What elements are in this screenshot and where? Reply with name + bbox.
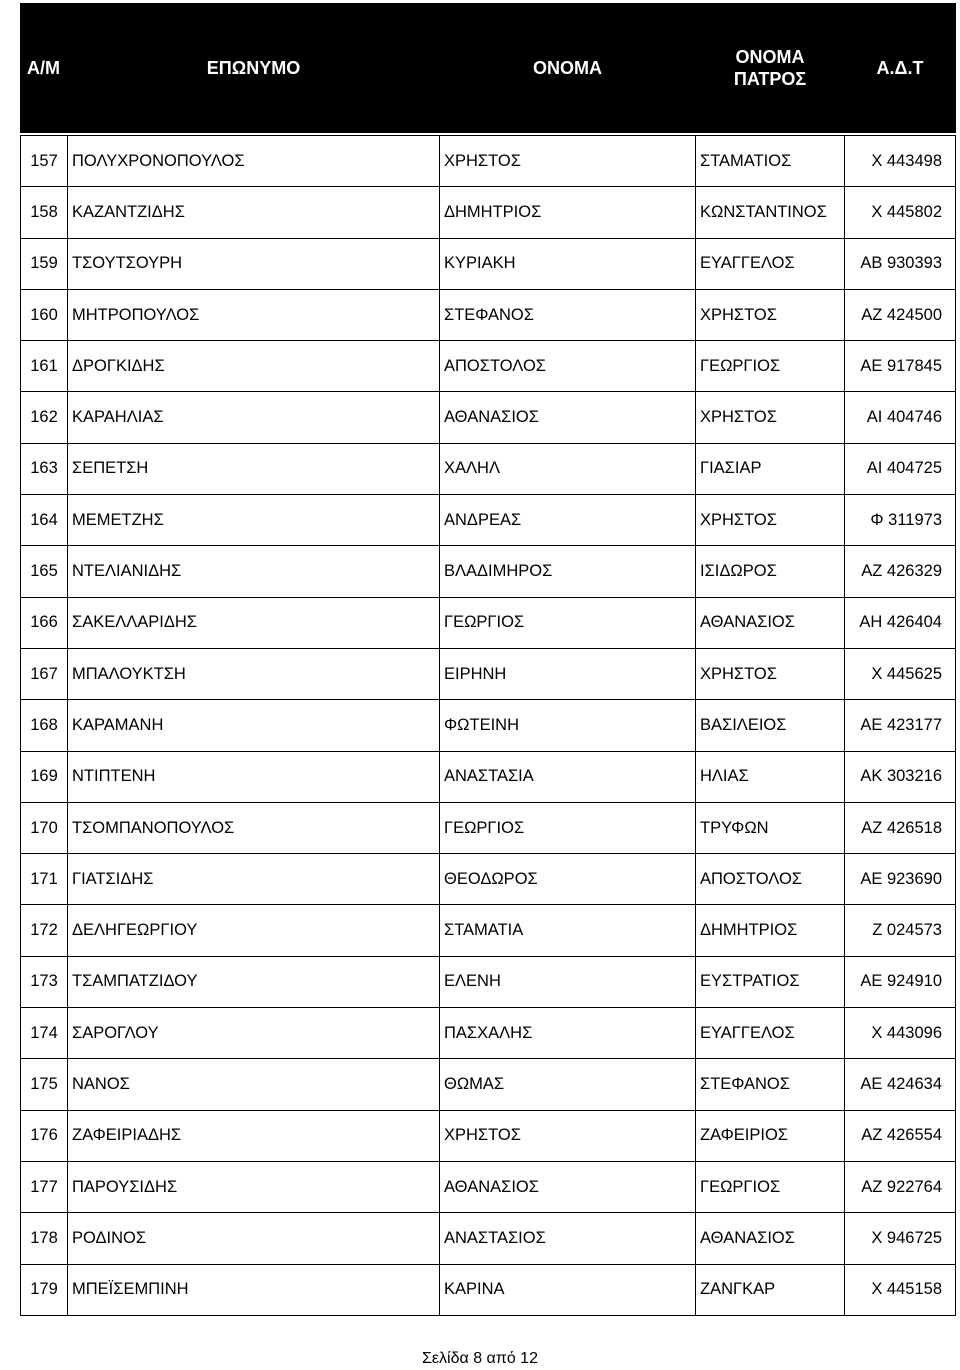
cell-name: ΧΑΛΗΛ: [440, 443, 696, 494]
table-row: [21, 905, 956, 956]
table-row: [21, 546, 956, 597]
table-row: [21, 392, 956, 443]
table-row: [21, 1264, 956, 1315]
cell-am: 169: [21, 751, 68, 802]
cell-name: ΚΑΡΙΝΑ: [440, 1264, 696, 1315]
cell-adt: Χ 443498: [845, 136, 956, 187]
cell-name: ΑΘΑΝΑΣΙΟΣ: [440, 1161, 696, 1212]
cell-father-name: ΧΡΗΣΤΟΣ: [696, 289, 845, 340]
cell-am: 161: [21, 341, 68, 392]
cell-name: ΒΛΑΔΙΜΗΡΟΣ: [440, 546, 696, 597]
table-row: [21, 648, 956, 699]
cell-name: ΕΛΕΝΗ: [440, 956, 696, 1007]
header-row: [21, 4, 956, 133]
cell-father-name: ΧΡΗΣΤΟΣ: [696, 392, 845, 443]
cell-am: 162: [21, 392, 68, 443]
cell-surname: ΓΙΑΤΣΙΔΗΣ: [68, 854, 440, 905]
cell-father-name: ΔΗΜΗΤΡΙΟΣ: [696, 905, 845, 956]
table-row: [21, 854, 956, 905]
cell-father-name: ΑΠΟΣΤΟΛΟΣ: [696, 854, 845, 905]
cell-surname: ΔΡΟΓΚΙΔΗΣ: [68, 341, 440, 392]
cell-father-name: ΗΛΙΑΣ: [696, 751, 845, 802]
cell-adt: ΑΙ 404746: [845, 392, 956, 443]
cell-surname: ΖΑΦΕΙΡΙΑΔΗΣ: [68, 1110, 440, 1161]
cell-father-name: ΤΡΥΦΩΝ: [696, 802, 845, 853]
cell-surname: ΣΑΡΟΓΛΟΥ: [68, 1008, 440, 1059]
table-row: [21, 443, 956, 494]
cell-father-name: ΣΤΑΜΑΤΙΟΣ: [696, 136, 845, 187]
cell-name: ΑΝΔΡΕΑΣ: [440, 495, 696, 546]
header-adt: Α.Δ.Τ: [845, 4, 956, 133]
table-row: [21, 136, 956, 187]
table-row: [21, 495, 956, 546]
table-row: [21, 1059, 956, 1110]
table-row: [21, 1161, 956, 1212]
cell-name: ΠΑΣΧΑΛΗΣ: [440, 1008, 696, 1059]
cell-father-name: ΚΩΝΣΤΑΝΤΙΝΟΣ: [696, 187, 845, 238]
cell-father-name: ΖΑΦΕΙΡΙΟΣ: [696, 1110, 845, 1161]
cell-adt: ΑΖ 426329: [845, 546, 956, 597]
cell-am: 168: [21, 700, 68, 751]
cell-name: ΑΝΑΣΤΑΣΙΟΣ: [440, 1213, 696, 1264]
records-table: [20, 135, 956, 1316]
cell-father-name: ΕΥΑΓΓΕΛΟΣ: [696, 238, 845, 289]
cell-adt: ΑΖ 426518: [845, 802, 956, 853]
header-father-line2: ΠΑΤΡΟΣ: [733, 69, 807, 89]
cell-adt: ΑΕ 917845: [845, 341, 956, 392]
cell-name: ΔΗΜΗΤΡΙΟΣ: [440, 187, 696, 238]
cell-name: ΧΡΗΣΤΟΣ: [440, 1110, 696, 1161]
table-row: [21, 597, 956, 648]
cell-name: ΓΕΩΡΓΙΟΣ: [440, 802, 696, 853]
cell-surname: ΜΠΑΛΟΥΚΤΣΗ: [68, 648, 440, 699]
cell-name: ΦΩΤΕΙΝΗ: [440, 700, 696, 751]
cell-name: ΚΥΡΙΑΚΗ: [440, 238, 696, 289]
table-row: [21, 1213, 956, 1264]
cell-father-name: ΓΙΑΣΙΑΡ: [696, 443, 845, 494]
cell-name: ΕΙΡΗΝΗ: [440, 648, 696, 699]
cell-father-name: ΑΘΑΝΑΣΙΟΣ: [696, 1213, 845, 1264]
cell-adt: ΑΕ 924910: [845, 956, 956, 1007]
cell-am: 175: [21, 1059, 68, 1110]
cell-adt: Φ 311973: [845, 495, 956, 546]
header-name: ΟΝΟΜΑ: [440, 4, 696, 133]
cell-adt: Χ 445158: [845, 1264, 956, 1315]
cell-surname: ΝΤΕΛΙΑΝΙΔΗΣ: [68, 546, 440, 597]
cell-surname: ΚΑΡΑΜΑΝΗ: [68, 700, 440, 751]
cell-am: 172: [21, 905, 68, 956]
header-am: Α/Μ: [21, 4, 68, 133]
cell-surname: ΝΑΝΟΣ: [68, 1059, 440, 1110]
cell-father-name: ΧΡΗΣΤΟΣ: [696, 495, 845, 546]
cell-father-name: ΑΘΑΝΑΣΙΟΣ: [696, 597, 845, 648]
cell-surname: ΤΣΑΜΠΑΤΖΙΔΟΥ: [68, 956, 440, 1007]
cell-father-name: ΕΥΑΓΓΕΛΟΣ: [696, 1008, 845, 1059]
cell-am: 177: [21, 1161, 68, 1212]
cell-surname: ΤΣΟΜΠΑΝΟΠΟΥΛΟΣ: [68, 802, 440, 853]
cell-surname: ΜΗΤΡΟΠΟΥΛΟΣ: [68, 289, 440, 340]
cell-name: ΑΘΑΝΑΣΙΟΣ: [440, 392, 696, 443]
table-row: [21, 238, 956, 289]
cell-am: 160: [21, 289, 68, 340]
table-row: [21, 751, 956, 802]
cell-surname: ΠΑΡΟΥΣΙΔΗΣ: [68, 1161, 440, 1212]
cell-am: 159: [21, 238, 68, 289]
cell-surname: ΤΣΟΥΤΣΟΥΡΗ: [68, 238, 440, 289]
cell-father-name: ΖΑΝΓΚΑΡ: [696, 1264, 845, 1315]
cell-name: ΓΕΩΡΓΙΟΣ: [440, 597, 696, 648]
table-row: [21, 802, 956, 853]
cell-am: 178: [21, 1213, 68, 1264]
cell-name: ΧΡΗΣΤΟΣ: [440, 136, 696, 187]
cell-adt: Χ 445802: [845, 187, 956, 238]
cell-adt: ΑΖ 922764: [845, 1161, 956, 1212]
cell-am: 158: [21, 187, 68, 238]
cell-surname: ΣΕΠΕΤΣΗ: [68, 443, 440, 494]
cell-father-name: ΓΕΩΡΓΙΟΣ: [696, 341, 845, 392]
cell-adt: ΑΚ 303216: [845, 751, 956, 802]
table-row: [21, 341, 956, 392]
table-row: [21, 700, 956, 751]
header-father-name: [696, 4, 845, 133]
cell-surname: ΡΟΔΙΝΟΣ: [68, 1213, 440, 1264]
table-row: [21, 187, 956, 238]
cell-am: 174: [21, 1008, 68, 1059]
cell-am: 165: [21, 546, 68, 597]
cell-adt: ΑΖ 424500: [845, 289, 956, 340]
cell-name: ΘΩΜΑΣ: [440, 1059, 696, 1110]
table-header: [20, 3, 956, 133]
cell-am: 170: [21, 802, 68, 853]
cell-adt: ΑΙ 404725: [845, 443, 956, 494]
cell-surname: ΚΑΡΑΗΛΙΑΣ: [68, 392, 440, 443]
cell-adt: Χ 445625: [845, 648, 956, 699]
cell-father-name: ΒΑΣΙΛΕΙΟΣ: [696, 700, 845, 751]
cell-am: 167: [21, 648, 68, 699]
cell-surname: ΠΟΛΥΧΡΟΝΟΠΟΥΛΟΣ: [68, 136, 440, 187]
cell-am: 173: [21, 956, 68, 1007]
cell-surname: ΣΑΚΕΛΛΑΡΙΔΗΣ: [68, 597, 440, 648]
table-row: [21, 1110, 956, 1161]
cell-am: 179: [21, 1264, 68, 1315]
cell-adt: Ζ 024573: [845, 905, 956, 956]
cell-adt: ΑΒ 930393: [845, 238, 956, 289]
header-surname: ΕΠΩΝΥΜΟ: [68, 4, 440, 133]
header-father-line1: ΟΝΟΜΑ: [735, 47, 805, 67]
cell-father-name: ΙΣΙΔΩΡΟΣ: [696, 546, 845, 597]
table-row: [21, 956, 956, 1007]
cell-name: ΑΝΑΣΤΑΣΙΑ: [440, 751, 696, 802]
cell-father-name: ΣΤΕΦΑΝΟΣ: [696, 1059, 845, 1110]
cell-am: 166: [21, 597, 68, 648]
cell-adt: ΑΕ 424634: [845, 1059, 956, 1110]
cell-am: 164: [21, 495, 68, 546]
cell-am: 157: [21, 136, 68, 187]
cell-surname: ΜΠΕΪΣΕΜΠΙΝΗ: [68, 1264, 440, 1315]
cell-surname: ΚΑΖΑΝΤΖΙΔΗΣ: [68, 187, 440, 238]
cell-adt: ΑΖ 426554: [845, 1110, 956, 1161]
cell-adt: Χ 443096: [845, 1008, 956, 1059]
cell-name: ΣΤΑΜΑΤΙΑ: [440, 905, 696, 956]
page-number: Σελίδα 8 από 12: [422, 1350, 538, 1367]
cell-surname: ΔΕΛΗΓΕΩΡΓΙΟΥ: [68, 905, 440, 956]
cell-father-name: ΓΕΩΡΓΙΟΣ: [696, 1161, 845, 1212]
table-row: [21, 289, 956, 340]
cell-adt: Χ 946725: [845, 1213, 956, 1264]
cell-am: 163: [21, 443, 68, 494]
cell-name: ΑΠΟΣΤΟΛΟΣ: [440, 341, 696, 392]
table-row: [21, 1008, 956, 1059]
cell-adt: ΑΕ 423177: [845, 700, 956, 751]
cell-name: ΣΤΕΦΑΝΟΣ: [440, 289, 696, 340]
cell-surname: ΝΤΙΠΤΕΝΗ: [68, 751, 440, 802]
cell-am: 171: [21, 854, 68, 905]
cell-father-name: ΕΥΣΤΡΑΤΙΟΣ: [696, 956, 845, 1007]
cell-surname: ΜΕΜΕΤΖΗΣ: [68, 495, 440, 546]
cell-adt: ΑΕ 923690: [845, 854, 956, 905]
cell-name: ΘΕΟΔΩΡΟΣ: [440, 854, 696, 905]
cell-am: 176: [21, 1110, 68, 1161]
cell-adt: ΑΗ 426404: [845, 597, 956, 648]
cell-father-name: ΧΡΗΣΤΟΣ: [696, 648, 845, 699]
